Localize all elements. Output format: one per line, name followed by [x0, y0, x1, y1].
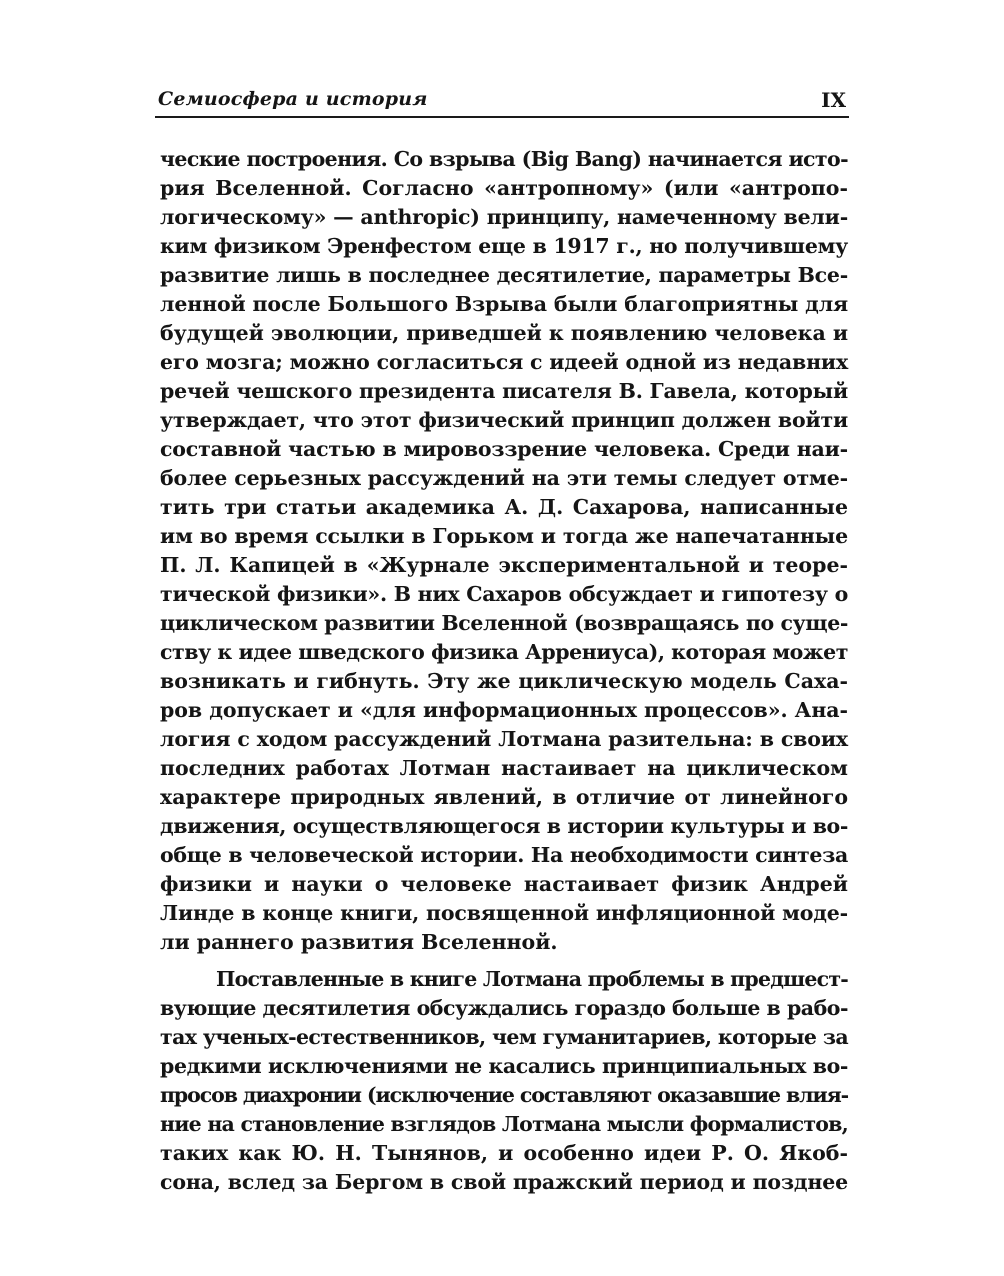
text-line: составной частью в мировоззрение человека. Среди наи-	[160, 437, 848, 461]
text-line: ленной после Большого Взрыва были благоприятны для	[160, 292, 849, 316]
text-line: циклическом развитии Вселенной (возвращаясь по суще-	[160, 611, 848, 635]
text-line: тической физики». В них Сахаров обсуждает и гипотезу о	[160, 582, 849, 606]
text-line: Линде в конце книги, посвященной инфляционной моде-	[160, 901, 848, 925]
text-line: Поставленные в книге Лотмана проблемы в предшест-	[216, 967, 848, 991]
text-line: рия Вселенной. Согласно «антропному» (или «антропо-	[160, 176, 848, 200]
text-line: ли раннего развития Вселенной.	[160, 930, 558, 954]
text-line: логия с ходом рассуждений Лотмана разительна: в своих	[160, 727, 848, 751]
page-number: IX	[821, 88, 846, 112]
running-head	[158, 86, 848, 116]
text-line: тах ученых-естественников, чем гуманитариев, которые за	[160, 1025, 848, 1049]
text-line: характере природных явлений, в отличие от линейного	[160, 785, 848, 809]
text-line: речей чешского президента писателя В. Гавела, который	[160, 379, 848, 403]
text-line: ческие построения. Со взрыва (Big Bang) начинается исто-	[160, 147, 848, 171]
text-line: развитие лишь в последнее десятилетие, параметры Все-	[160, 263, 848, 287]
text-line: движения, осуществляющегося в истории культуры и во-	[160, 814, 848, 838]
text-line: ров допускает и «для информационных процессов». Ана-	[160, 698, 848, 722]
running-head-title: Семиосфера и история	[158, 88, 428, 110]
text-line: ние на становление взглядов Лотмана мысли формалистов,	[160, 1112, 849, 1136]
text-line: будущей эволюции, приведшей к появлению человека и	[160, 321, 848, 345]
text-line: П. Л. Капицей в «Журнале экспериментальной и теоре-	[160, 553, 848, 577]
text-line: тить три статьи академика А. Д. Сахарова, написанные	[160, 495, 848, 519]
text-line: просов диахронии (исключение составляют оказавшие влия-	[160, 1083, 849, 1107]
text-line: его мозга; можно согласиться с идеей одной из недавних	[160, 350, 849, 374]
paragraph-1	[160, 145, 848, 957]
text-line: сона, вслед за Бергом в свой пражский период и позднее	[160, 1170, 848, 1194]
text-line: редкими исключениями не касались принципиальных во-	[160, 1054, 848, 1078]
text-line: логическому» — anthropic) принципу, намеченному вели-	[160, 205, 848, 229]
text-line: утверждает, что этот физический принцип должен войти	[160, 408, 848, 432]
text-line: физики и науки о человеке настаивает физик Андрей	[160, 872, 848, 896]
text-line: таких как Ю. Н. Тынянов, и особенно идеи Р. О. Якоб-	[160, 1141, 848, 1165]
paragraph-2	[160, 965, 848, 1197]
text-line: ству к идее шведского физика Аррениуса), которая может	[160, 640, 848, 664]
text-line: более серьезных рассуждений на эти темы следует отме-	[160, 466, 848, 490]
paragraph-spacer	[160, 957, 848, 965]
text-line: вующие десятилетия обсуждались гораздо больше в рабо-	[160, 996, 848, 1020]
text-line: последних работах Лотман настаивает на циклическом	[160, 756, 848, 780]
body-text	[160, 145, 848, 1197]
text-line: возникать и гибнуть. Эту же циклическую модель Саха-	[160, 669, 848, 693]
text-line: им во время ссылки в Горьком и тогда же напечатанные	[160, 524, 848, 548]
text-line: обще в человеческой истории. На необходимости синтеза	[160, 843, 849, 867]
text-line: ким физиком Эренфестом еще в 1917 г., но получившему	[160, 234, 848, 258]
header-rule	[155, 116, 849, 118]
